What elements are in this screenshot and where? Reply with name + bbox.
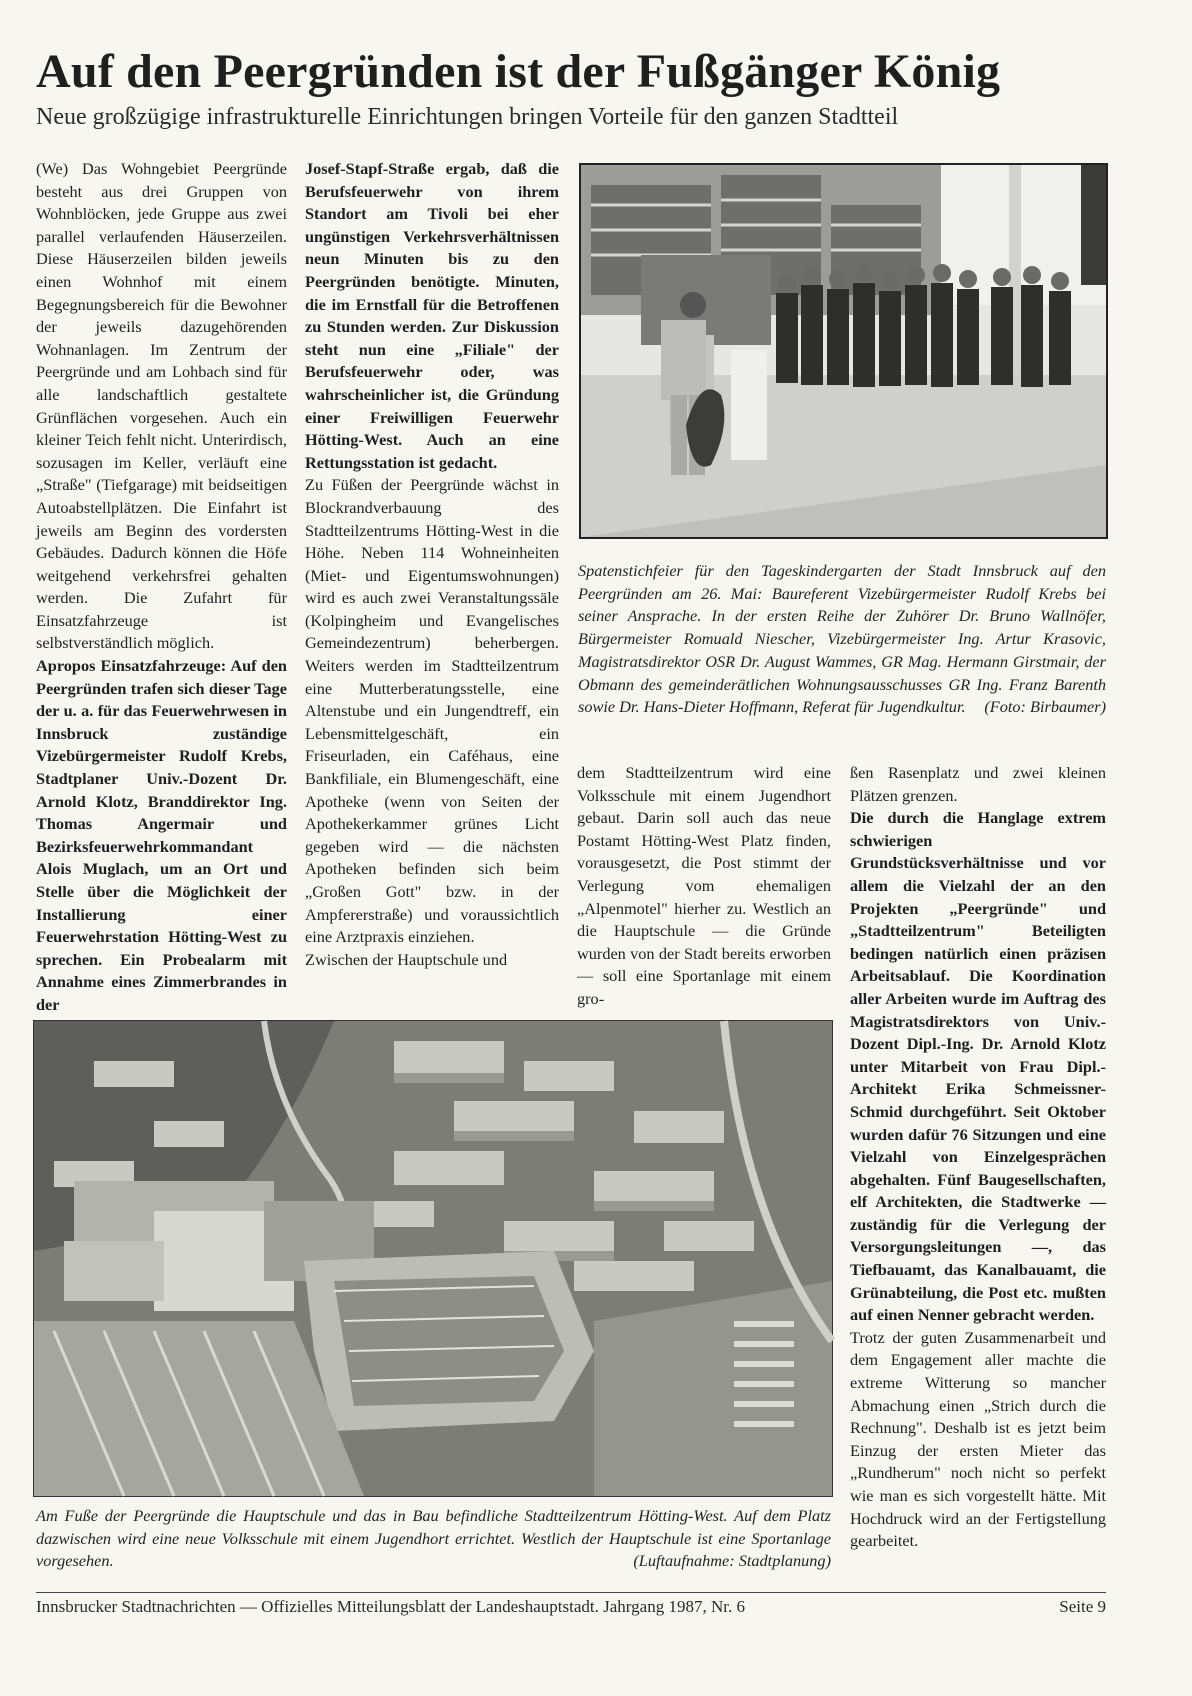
aerial-photo-caption bbox=[36, 1505, 831, 1573]
ceremony-photo bbox=[579, 163, 1108, 539]
publication-line: Innsbrucker Stadtnachrichten — Offizielles Mitteilungsblatt der Landeshauptstadt. Jahrgang 1987, Nr. 6 bbox=[36, 1597, 745, 1616]
aerial-photo-illustration bbox=[34, 1021, 832, 1496]
paragraph: dem Stadtteilzentrum wird eine Volksschule mit einem Jugendhort gebaut. Darin soll auch das neue Postamt Hötting-West Platz finden, vorausgesetzt, die Post stimmt der Verlegung vom ehemaligen „Alpenmotel" hierher zu. Westlich an die Hauptschule — die Gründe wurden von der Stadt bereits erworben — soll eine Sportanlage mit einem gro- bbox=[577, 763, 831, 1008]
headline: Auf den Peergründen ist der Fußgänger König bbox=[36, 45, 1001, 98]
ceremony-photo-illustration bbox=[581, 165, 1106, 537]
photo-credit: (Foto: Birbaumer) bbox=[984, 697, 1106, 717]
paragraph: Zu Füßen der Peergründe wächst in Blockrandverbauung des Stadtteilzentrums Hötting-West in die Höhe. Neben 114 Wohneinheiten (Miet- und Eigentumswohnungen) wird es auch zwei Veranstaltungssäle (Kolpingheim und Evangelisches Gemeindezentrum) beherbergen. Weiters werden im Stadtteilzentrum eine Mutterberatungsstelle, eine Altenstube und ein Jungendtreff, ein Lebensmittelgeschäft, ein Friseurladen, ein Caféhaus, eine Bankfiliale, ein Blumengeschäft, eine Apotheke (wenn von Seiten der Apothekerkammer grünes Licht gegeben wird — die nächsten Apotheken befinden sich beim „Großen Gott" bzw. in der Ampfererstraße) und voraussichtlich eine Arztpraxis einziehen. bbox=[305, 475, 559, 947]
paragraph-bold: Die durch die Hanglage extrem schwierigen Grundstücksverhältnisse und vor allem die Vielzahl der an den Projekten „Peergründe" und „Stadtteilzentrum" Beteiligten bedingen natürlich einen präzisen Arbeitsablauf. Die Koordination aller Arbeiten wurde im Auftrag des Magistratsdirektors von Univ.-Dozent Dipl.-Ing. Dr. Arnold Klotz unter Mitarbeit von Frau Dipl.-Architekt Erika Schmeissner-Schmid durchgeführt. Seit Oktober wurden dafür 76 Sitzungen und eine Vielzahl von Einzelgesprächen abgehalten. Fünf Baugesellschaften, elf Architekten, die Stadtwerke — zuständig für die Verlegung der Versorgungsleitungen —, das Tiefbauamt, das Kanalbauamt, die Grünabteilung, die Post etc. mußten auf einen Nenner gebracht werden. bbox=[850, 808, 1106, 1325]
caption-text: Spatenstichfeier für den Tageskindergarten der Stadt Innsbruck auf den Peergründen am 26. Mai: Baureferent Vizebürgermeister Rudolf Krebs bei seiner Ansprache. In der ersten Reihe der Zuhörer Dr. Bruno Wallnöfer, Bürgermeister Romuald Niescher, Vizebürgermeister Ing. Artur Krasovic, Magistratsdirektor OSR Dr. August Wammes, GR Mag. Hermann Girstmair, der Obmann des gemeinderätlichen Wohnungsausschusses GR Ing. Franz Barenth sowie Dr. Hans-Dieter Hoffmann, Referat für Jugendkultur. bbox=[578, 561, 1106, 717]
paragraph-bold: Apropos Einsatzfahrzeuge: Auf den Peergründen trafen sich dieser Tage der u. a. für das Feuerwehrwesen in Innsbruck zuständige Vizebürgermeister Rudolf Krebs, Stadtplaner Univ.-Dozent Dr. Arnold Klotz, Branddirektor Ing. Thomas Angermair und Bezirksfeuerwehrkommandant Alois Muglach, um an Ort und Stelle über die Möglichkeit der Installierung einer Feuerwehrstation Hötting-West zu sprechen. Ein Probealarm mit Annahme eines Zimmerbrandes in der bbox=[36, 656, 287, 1014]
paragraph: (We) Das Wohngebiet Peergründe besteht aus drei Gruppen von Wohnblöcken, jede Gruppe aus zwei parallel verlaufenden Häuserzeilen. Diese Häuserzeilen bilden jeweils einen Wohnhof mit einem Begegnungsbereich für die Bewohner der jeweils dazugehörenden Wohnanlagen. Im Zentrum der Peergründe und am Lohbach sind für alle landschaftlich gestaltete Grünflächen vorgesehen. Auch ein kleiner Teich fehlt nicht. Unterirdisch, sozusagen im Keller, verläuft eine „Straße" (Tiefgarage) mit beidseitigen Autoabstellplätzen. Die Einfahrt ist jeweils am Beginn des vordersten Gebäudes. Dadurch können die Höfe weitgehend verkehrsfrei gehalten werden. Die Zufahrt für Einsatzfahrzeuge ist selbstverständlich möglich. bbox=[36, 159, 287, 653]
paragraph: Trotz der guten Zusammenarbeit und dem Engagement aller machte die extreme Witterung so mancher Abmachung einen „Strich durch die Rechnung". Deshalb ist es jetzt beim Einzug der ersten Mieter das „Rundherum" noch nicht so perfekt wie man es sich vorgestellt hätte. Mit Hochdruck wird an der Fertigstellung gearbeitet. bbox=[850, 1327, 1106, 1551]
article-column-4 bbox=[850, 762, 1106, 1577]
paragraph-bold: Josef-Stapf-Straße ergab, daß die Berufsfeuerwehr von ihrem Standort am Tivoli bei eher ungünstigen Verkehrsverhältnissen neun Minuten bis zu den Peergründen benötigte. Minuten, die im Ernstfall für die Betroffenen zu Stunden werden. Zur Diskussion steht nun eine „Filiale" der Berufsfeuerwehr oder, was wahrscheinlicher ist, die Gründung einer Freiwilligen Feuerwehr Hötting-West. Auch an eine Rettungsstation ist gedacht. bbox=[305, 159, 559, 472]
ceremony-photo-caption bbox=[578, 560, 1106, 719]
subheadline: Neue großzügige infrastrukturelle Einrichtungen bringen Vorteile für den ganzen Stadtteil bbox=[36, 104, 899, 130]
page-number: Seite 9 bbox=[1059, 1597, 1106, 1616]
paragraph: Zwischen der Hauptschule und bbox=[305, 949, 508, 969]
article-column-1 bbox=[36, 158, 287, 1014]
photo-credit: (Luftaufnahme: Stadtplanung) bbox=[633, 1551, 831, 1571]
article-column-3 bbox=[577, 762, 831, 1008]
page-footer bbox=[36, 1597, 1106, 1617]
aerial-photo bbox=[33, 1020, 833, 1497]
paragraph: ßen Rasenplatz und zwei kleinen Plätzen grenzen. bbox=[850, 763, 1106, 805]
footer-divider bbox=[36, 1592, 1106, 1593]
article-column-2 bbox=[305, 158, 559, 998]
caption-text: Am Fuße der Peergründe die Hauptschule und das in Bau befindliche Stadtteilzentrum Hötting-West. Auf dem Platz dazwischen wird eine neue Volksschule mit einem Jugendhort errichtet. Westlich der Hauptschule ist eine Sportanlage vorgesehen. bbox=[36, 1506, 831, 1571]
